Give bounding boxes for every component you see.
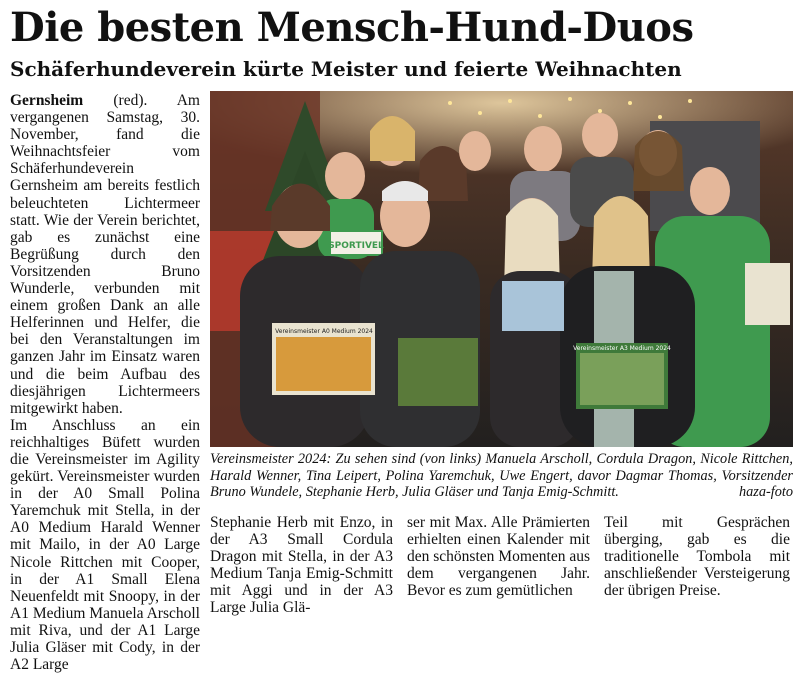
- body-text-col4: Teil mit Gesprächen überging, gab es die traditionelle Tombola mit anschließender Versteigerung der übrigen Preise.: [604, 514, 790, 600]
- photo-credit: haza-foto: [738, 484, 793, 501]
- group-photo-illustration: [210, 91, 793, 447]
- calendar-title-1: Vereinsmeister A0 Medium 2024: [275, 328, 373, 335]
- article-column-3: [407, 514, 590, 606]
- article-column-2: [210, 514, 393, 617]
- body-text-paragraph-2: Im Anschluss an ein reichhaltiges Büfett wurden die Vereinsmeister im Agility gekürt. Vereinsmeister wurden in der A0 Small Polina Yaremchuk mit Stella, in der A0 Medium Harald Wenner mit Mailo, in der A0 Large Nicole Rittchen mit Cooper, in der A1 Small Elena Neuenfeldt mit Snoopy, in der A1 Medium Manuela Arscholl mit Riva, und der A1 Large Julia Gläser mit Cody, in der A2 Large: [10, 416, 200, 673]
- article-column-4: [604, 514, 790, 606]
- body-text-lead: (red). Am vergangenen Samstag, 30. November, fand die Weihnachtsfeier vom Schäferhundeverein Gernsheim am bereits festlich beleuchteten Lichtermeer statt. Wie der Verein berichtet, gab es zunächst eine Begrüßung durch den Vorsitzenden Bruno Wunderle, verbunden mit einem großen Dank an alle Helferinnen und Helfer, die bei den Veranstaltungen im ganzen Jahr im Einsatz waren und die beim Aufbau des diesjährigen Lichtermeers mitgewirkt haben.: [10, 92, 200, 417]
- body-text-col2: Stephanie Herb mit Enzo, in der A3 Small Cordula Dragon mit Stella, in der A3 Medium Tanja Emig-Schmitt mit Aggi und in der A3 Large Julia Glä-: [210, 514, 393, 617]
- headline: Die besten Mensch-Hund-Duos: [10, 4, 694, 51]
- photo-caption: [210, 451, 793, 503]
- calendar-title-2: Vereinsmeister A3 Medium 2024: [573, 345, 671, 352]
- caption-text: Vereinsmeister 2024: Zu sehen sind (von links) Manuela Arscholl, Cordula Dragon, Nicole Rittchen, Harald Wenner, Tina Leipert, Polina Yaremchuk, Uwe Engert, davor Dagmar Thomas, Vorsitzender Bruno Wundele, Stephanie Herb, Julia Gläser und Tanja Emig-Schmitt.: [210, 451, 793, 501]
- article-column-1: [10, 92, 200, 673]
- body-text-col3: ser mit Max. Alle Prämierten erhielten einen Kalender mit den schönsten Momenten aus dem vergangenen Jahr. Bevor es zum gemütlichen: [407, 514, 590, 600]
- dateline: Gernsheim: [10, 92, 84, 109]
- article-photo: [210, 91, 793, 447]
- sportivel-sign: SPORTIVEL: [328, 241, 384, 251]
- subheadline: Schäferhundeverein kürte Meister und feierte Weihnachten: [10, 57, 682, 81]
